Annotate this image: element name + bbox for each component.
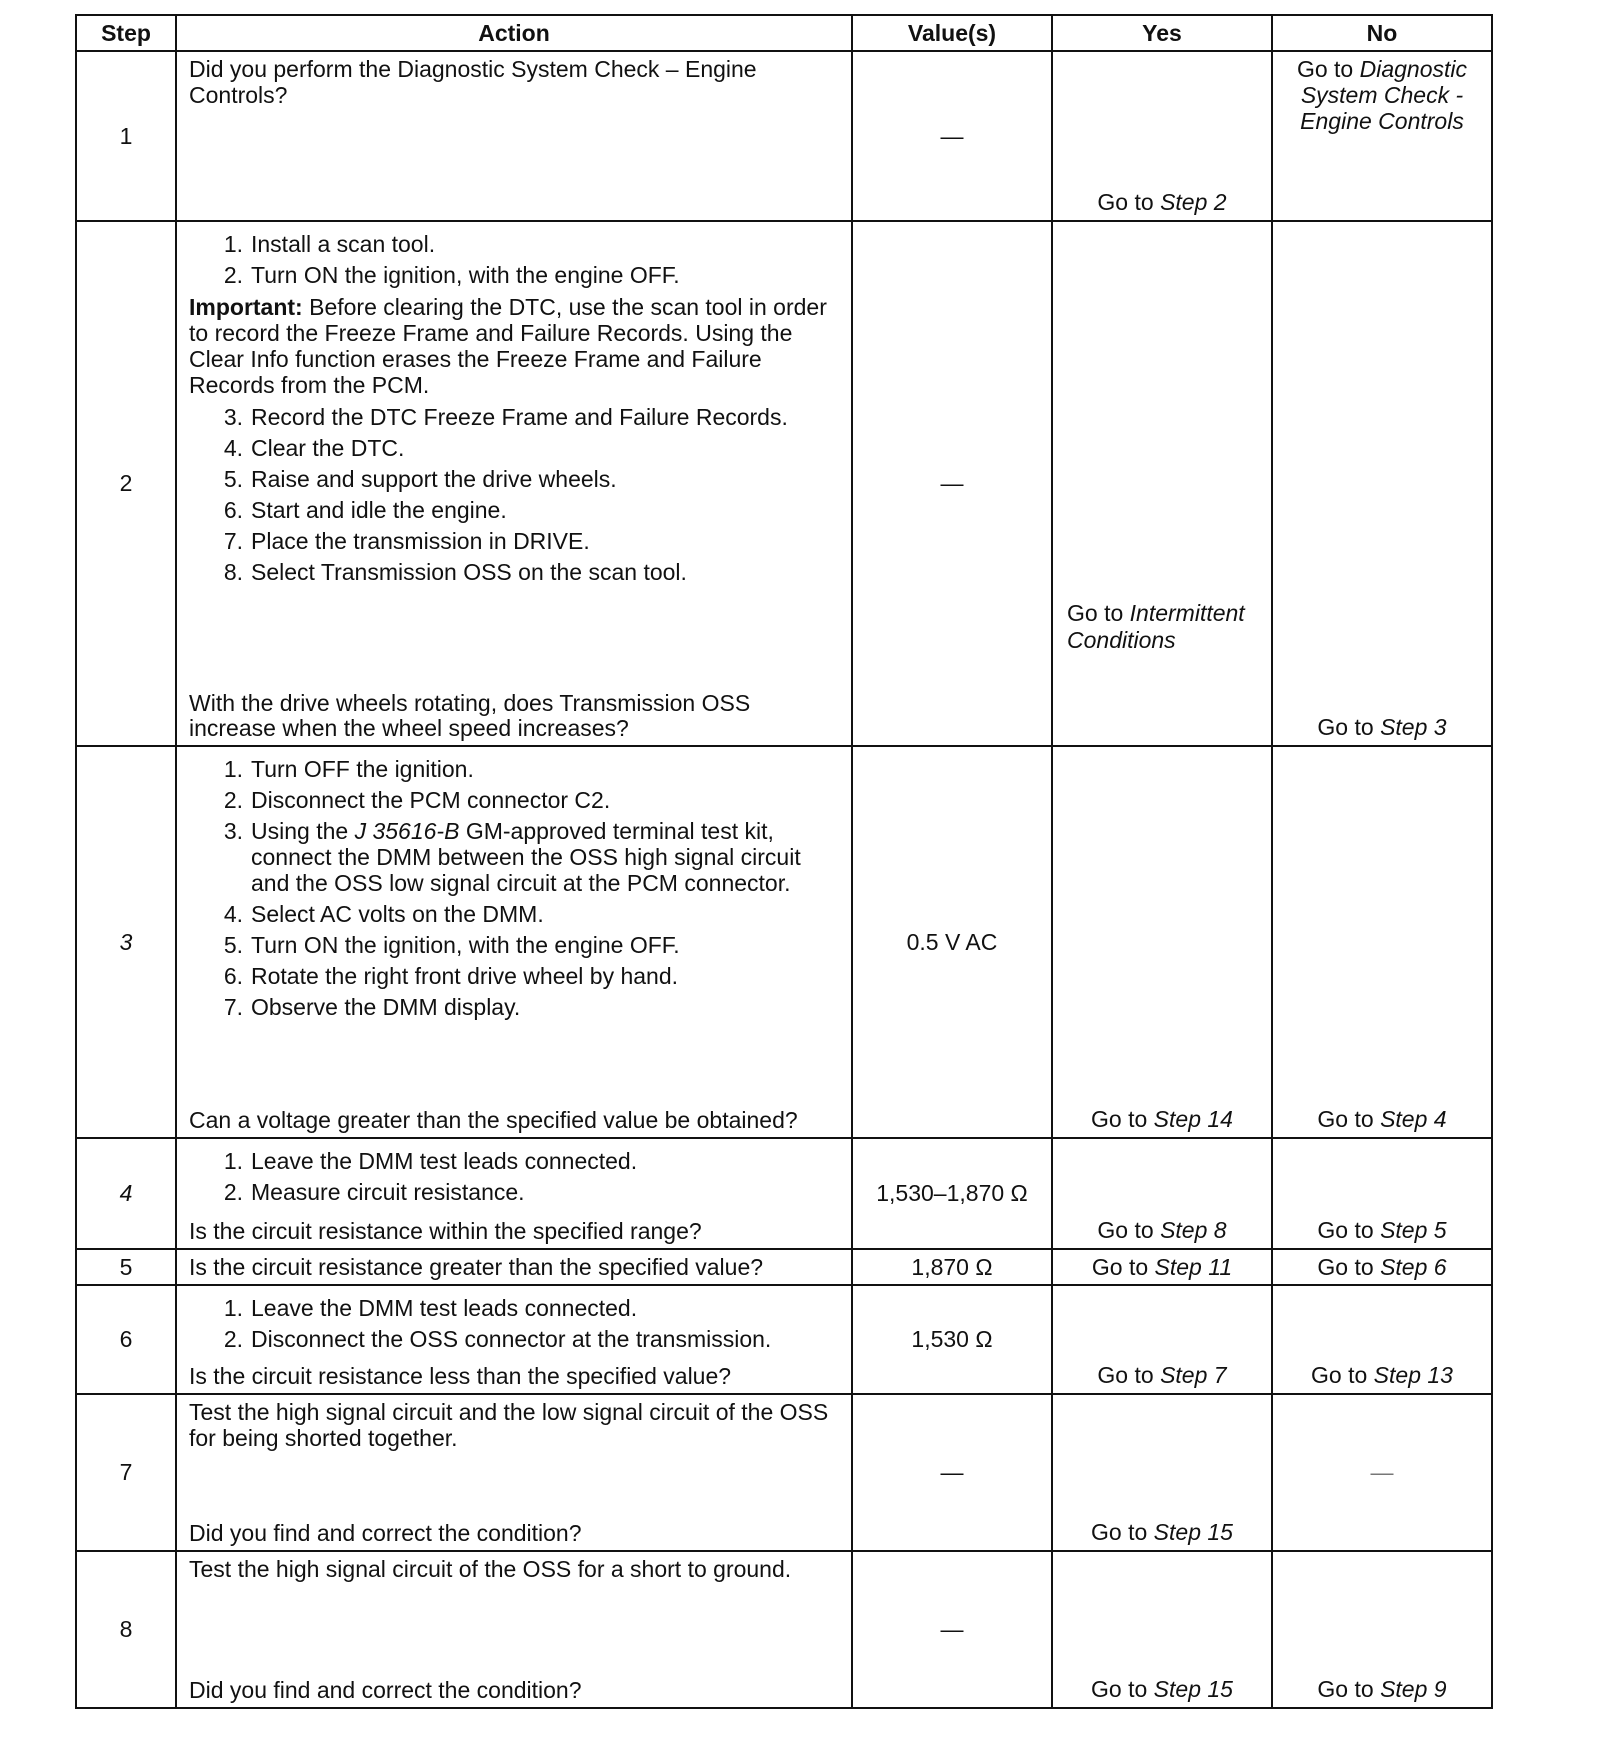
no-cell	[1272, 1285, 1492, 1394]
action-question: Is the circuit resistance within the specified range?	[189, 1218, 702, 1244]
yes-cell	[1052, 1551, 1272, 1708]
diagnostic-table	[75, 14, 1493, 1709]
action-question: Did you find and correct the condition?	[189, 1677, 582, 1703]
value-cell: 0.5 V AC	[852, 746, 1052, 1138]
table-row	[76, 221, 1492, 746]
no-cell: —	[1272, 1394, 1492, 1551]
yes-link[interactable]: Go to Step 14	[1091, 1106, 1233, 1132]
table-row	[76, 746, 1492, 1138]
list-item: 4. Clear the DTC.	[223, 435, 405, 461]
yes-cell	[1052, 51, 1272, 221]
no-link[interactable]: Go to Step 5	[1317, 1217, 1447, 1243]
list-item: 5. Turn ON the ignition, with the engine OFF.	[223, 932, 680, 958]
step-number: 1	[76, 51, 176, 221]
action-question: Can a voltage greater than the specified value be obtained?	[189, 1107, 798, 1133]
no-cell	[1272, 51, 1492, 221]
action-question: Is the circuit resistance greater than the specified value?	[189, 1254, 764, 1280]
action-text: Test the high signal circuit and the low signal circuit of the OSS for being shorted together.	[189, 1399, 829, 1451]
table-row	[76, 1394, 1492, 1551]
action-question: Did you perform the Diagnostic System Check – Engine Controls?	[189, 56, 757, 108]
list-item: 6. Start and idle the engine.	[223, 497, 507, 523]
no-cell	[1272, 221, 1492, 746]
table-row	[76, 1138, 1492, 1249]
no-link[interactable]: Go to Step 6	[1317, 1253, 1447, 1280]
header-yes: Yes	[1052, 15, 1272, 51]
action-question: Did you find and correct the condition?	[189, 1520, 582, 1546]
list-item: 8. Select Transmission OSS on the scan tool.	[223, 559, 687, 585]
list-item: 1. Leave the DMM test leads connected.	[223, 1295, 638, 1321]
step-number: 2	[76, 221, 176, 746]
yes-cell	[1052, 746, 1272, 1138]
yes-link[interactable]: Go to Step 15	[1091, 1519, 1233, 1545]
yes-link[interactable]: Go to Step 8	[1097, 1217, 1227, 1243]
value-cell: —	[852, 51, 1052, 221]
action-cell	[176, 746, 852, 1138]
yes-cell	[1052, 1138, 1272, 1249]
list-item: 7. Observe the DMM display.	[223, 994, 521, 1020]
table-row	[76, 51, 1492, 221]
list-item: 5. Raise and support the drive wheels.	[223, 466, 617, 492]
list-item: 6. Rotate the right front drive wheel by hand.	[223, 963, 679, 989]
table-row	[76, 1249, 1492, 1285]
important-note: Important: Before clearing the DTC, use the scan tool in order to record the Freeze Frame and Failure Records. Using the Clear Info function erases the Freeze Frame and Failure Records from the PCM.	[189, 294, 827, 398]
yes-link[interactable]: Go to Step 7	[1097, 1362, 1227, 1388]
action-text: Test the high signal circuit of the OSS for a short to ground.	[189, 1556, 792, 1582]
action-cell	[176, 1285, 852, 1394]
value-cell: —	[852, 1394, 1052, 1551]
value-cell: 1,530–1,870 Ω	[852, 1138, 1052, 1249]
step-number: 8	[76, 1551, 176, 1708]
value-cell: —	[852, 1551, 1052, 1708]
list-item: 1. Turn OFF the ignition.	[223, 756, 474, 782]
no-cell	[1272, 1138, 1492, 1249]
action-cell	[176, 51, 852, 221]
no-link[interactable]: Go to Step 4	[1317, 1106, 1447, 1132]
list-item: 2. Measure circuit resistance.	[223, 1179, 525, 1205]
step-number: 6	[76, 1285, 176, 1394]
yes-cell	[1052, 1249, 1272, 1285]
table-row	[76, 1285, 1492, 1394]
list-item: 1. Install a scan tool.	[223, 231, 436, 257]
yes-link[interactable]: Go to Intermittent Conditions	[1067, 600, 1245, 653]
step-number: 3	[76, 746, 176, 1138]
step-number: 5	[76, 1249, 176, 1285]
list-item: 3. Using the J 35616-B GM-approved terminal test kit, connect the DMM between the OSS high signal circuit and the OSS low signal circuit at the PCM connector.	[223, 818, 801, 896]
action-question: Is the circuit resistance less than the specified value?	[189, 1363, 732, 1389]
list-item: 1. Leave the DMM test leads connected.	[223, 1148, 638, 1174]
list-item: 2. Disconnect the PCM connector C2.	[223, 787, 611, 813]
header-action: Action	[176, 15, 852, 51]
list-item: 2. Turn ON the ignition, with the engine OFF.	[223, 262, 680, 288]
no-cell	[1272, 746, 1492, 1138]
no-cell	[1272, 1551, 1492, 1708]
action-cell	[176, 1394, 852, 1551]
action-cell	[176, 1249, 852, 1285]
no-cell	[1272, 1249, 1492, 1285]
list-item: 4. Select AC volts on the DMM.	[223, 901, 544, 927]
list-item: 7. Place the transmission in DRIVE.	[223, 528, 590, 554]
no-link[interactable]: Go to Diagnostic System Check - Engine Controls	[1296, 56, 1468, 134]
yes-link[interactable]: Go to Step 2	[1097, 189, 1227, 215]
step-number: 7	[76, 1394, 176, 1551]
action-cell	[176, 221, 852, 746]
action-cell	[176, 1551, 852, 1708]
action-question: With the drive wheels rotating, does Transmission OSS increase when the wheel speed increases?	[189, 690, 751, 741]
list-item: 3. Record the DTC Freeze Frame and Failure Records.	[223, 404, 788, 430]
value-cell: —	[852, 221, 1052, 746]
step-number: 4	[76, 1138, 176, 1249]
header-no: No	[1272, 15, 1492, 51]
no-link[interactable]: Go to Step 9	[1317, 1676, 1447, 1702]
yes-cell	[1052, 1285, 1272, 1394]
no-link[interactable]: Go to Step 3	[1317, 714, 1447, 740]
header-step: Step	[76, 15, 176, 51]
yes-link[interactable]: Go to Step 11	[1091, 1253, 1233, 1280]
yes-link[interactable]: Go to Step 15	[1091, 1676, 1233, 1702]
table-row	[76, 1551, 1492, 1708]
header-row	[76, 15, 1492, 51]
header-values: Value(s)	[852, 15, 1052, 51]
value-cell: 1,530 Ω	[852, 1285, 1052, 1394]
yes-cell	[1052, 221, 1272, 746]
action-cell	[176, 1138, 852, 1249]
no-link[interactable]: Go to Step 13	[1311, 1362, 1453, 1388]
list-item: 2. Disconnect the OSS connector at the transmission.	[223, 1326, 772, 1352]
value-cell: 1,870 Ω	[852, 1249, 1052, 1285]
yes-cell	[1052, 1394, 1272, 1551]
